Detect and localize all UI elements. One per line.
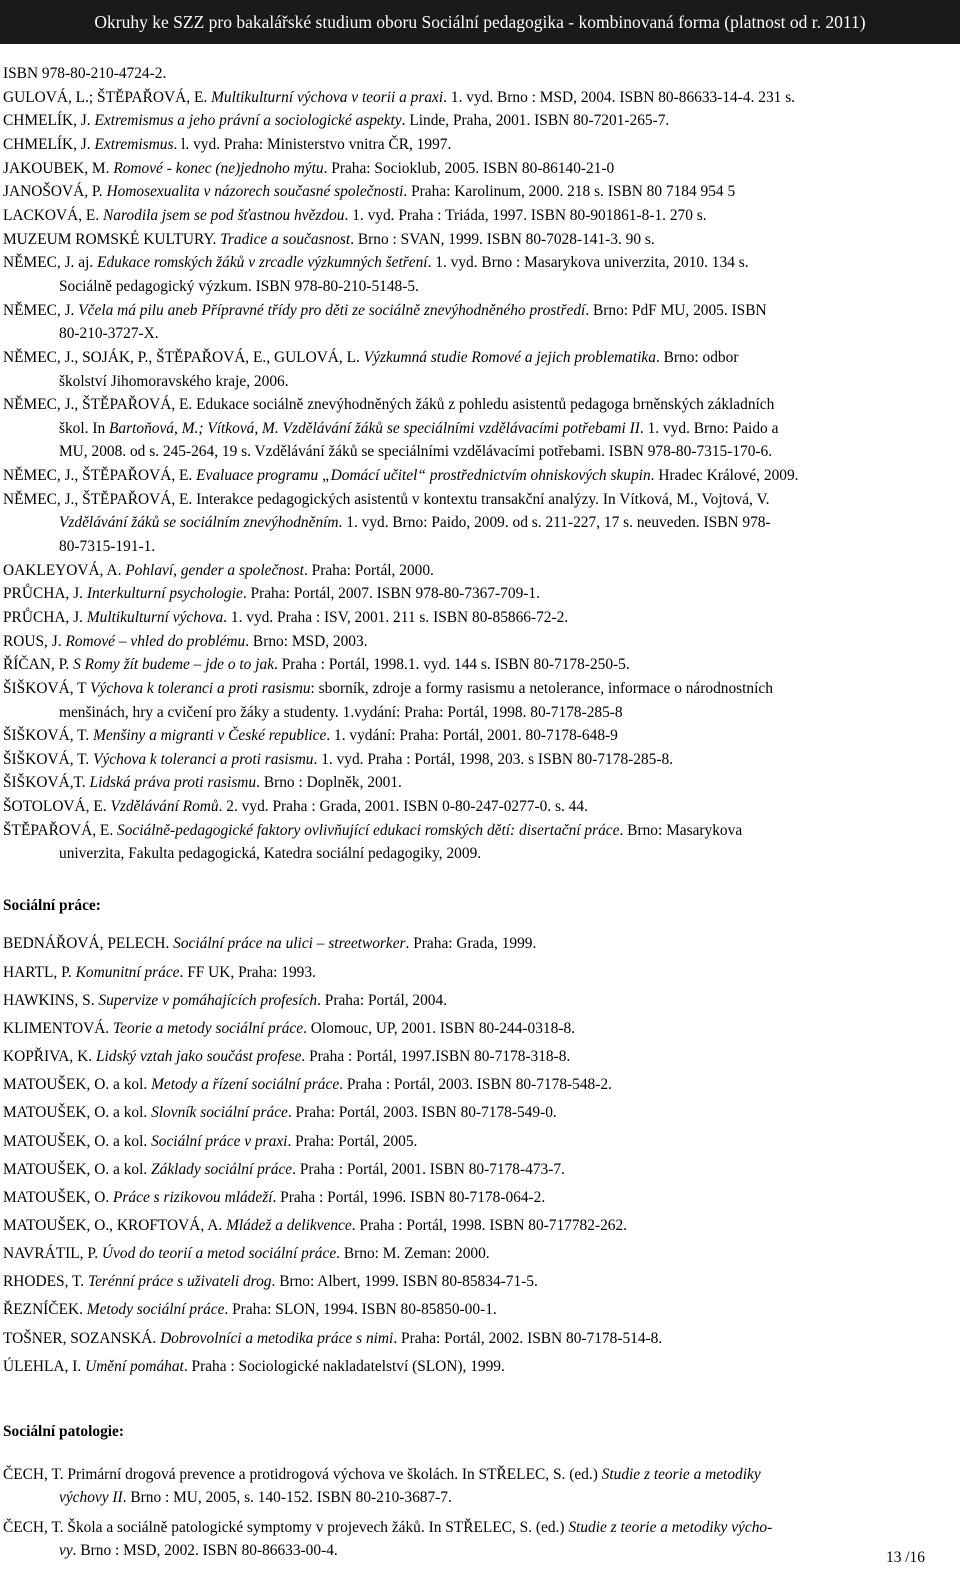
citation-text: . Praha : Portál, 1998.1. vyd. 144 s. ISBN 80-7178-250-5. <box>274 656 630 673</box>
citation-text: HARTL, P. <box>3 964 76 981</box>
citation-text: NĚMEC, J., SOJÁK, P., ŠTĚPAŘOVÁ, E., GULOVÁ, L. <box>3 349 364 366</box>
citation-text: 80-7315-191-1. <box>59 538 156 555</box>
citation-title: výchovy II <box>59 1489 123 1506</box>
bibliography-line <box>3 1329 953 1349</box>
citation-text: . Praha: Karolinum, 2000. 218 s. ISBN 80 7184 954 5 <box>403 183 736 200</box>
citation-text: NĚMEC, J. aj. <box>3 254 98 271</box>
bibliography-line <box>3 726 953 746</box>
citation-text: MATOUŠEK, O. a kol. <box>3 1161 152 1178</box>
bibliography-line <box>3 679 953 699</box>
citation-title: Slovník sociální práce <box>151 1104 288 1121</box>
bibliography-line <box>3 301 953 321</box>
citation-title: Vzdělávání Romů <box>110 798 219 815</box>
citation-text: MUZEUM ROMSKÉ KULTURY. <box>3 231 221 248</box>
citation-text: ŠIŠKOVÁ, T <box>3 680 91 697</box>
citation-title: Extremismus <box>94 136 174 153</box>
page-number: 13 /16 <box>886 1549 925 1566</box>
bibliography-line <box>3 1216 953 1236</box>
citation-title: Včela má pilu aneb Přípravné třídy pro děti ze sociálně znevýhodněného prostředí <box>78 302 586 319</box>
bibliography-line <box>3 182 953 202</box>
citation-text: MATOUŠEK, O. <box>3 1189 114 1206</box>
bibliography-line <box>59 324 953 344</box>
citation-text: ČECH, T. Škola a sociálně patologické symptomy v projevech žáků. In STŘELEC, S. (ed.) <box>3 1519 569 1536</box>
citation-title: Sociálně-pedagogické faktory ovlivňující edukaci romských dětí: disertační práce <box>117 822 620 839</box>
bibliography-line <box>3 584 953 604</box>
citation-text: . Praha: Portál, 2005. <box>287 1133 418 1150</box>
citation-text: PRŮCHA, J. <box>3 585 87 602</box>
bibliography-line <box>3 1465 953 1485</box>
citation-text: MU, 2008. od s. 245-264, 19 s. Vzdělávání žáků se speciálními vzdělávacími potřebami. ISBN 978-80-7315-170-6. <box>59 443 773 460</box>
citation-title: Výchova k toleranci a proti rasismu <box>93 751 314 768</box>
bibliography-line <box>59 1541 953 1561</box>
bibliography-line <box>3 797 953 817</box>
bibliography-line <box>3 206 953 226</box>
bibliography-line <box>3 159 953 179</box>
bibliography-line <box>59 513 953 533</box>
citation-text: ŘÍČAN, P. <box>3 656 74 673</box>
citation-text: Sociální práce: <box>3 897 101 914</box>
bibliography-line <box>59 419 953 439</box>
bibliography-line <box>3 655 953 675</box>
citation-text: . Praha : Portál, 1996. ISBN 80-7178-064-2. <box>272 1189 546 1206</box>
citation-text: . Brno: Albert, 1999. ISBN 80-85834-71-5. <box>271 1273 538 1290</box>
citation-title: Umění pomáhat <box>85 1358 184 1375</box>
citation-text: LACKOVÁ, E. <box>3 207 104 224</box>
bibliography-line <box>3 1160 953 1180</box>
bibliography-line <box>3 1300 953 1320</box>
citation-title: Vzdělávání žáků se sociálním znevýhodněním <box>59 514 339 531</box>
citation-text: . Praha: Portál, 2000. <box>303 562 434 579</box>
citation-text: ŠTĚPAŘOVÁ, E. <box>3 822 118 839</box>
bibliography-line <box>59 442 953 462</box>
citation-text: . Praha: Portál, 2007. ISBN 978-80-7367-709-1. <box>242 585 540 602</box>
bibliography-line <box>3 466 953 486</box>
bibliography-line <box>59 372 953 392</box>
citation-text: MATOUŠEK, O. a kol. <box>3 1133 152 1150</box>
citation-text: . Praha : Portál, 2003. ISBN 80-7178-548-2. <box>339 1076 612 1093</box>
citation-text: NĚMEC, J., ŠTĚPAŘOVÁ, E. Edukace sociálně znevýhodněných žáků z pohledu asistentů pedagoga brněnských základních <box>3 396 775 413</box>
citation-text: . Hradec Králové, 2009. <box>650 467 799 484</box>
bibliography-line <box>3 632 953 652</box>
citation-text: školství Jihomoravského kraje, 2006. <box>59 373 289 390</box>
citation-text: . Praha : Sociologické nakladatelství (SLON), 1999. <box>183 1358 505 1375</box>
bibliography-line <box>3 1047 953 1067</box>
citation-text: ŠIŠKOVÁ, T. <box>3 751 94 768</box>
citation-text: NĚMEC, J. <box>3 302 79 319</box>
citation-text: . Praha: Portál, 2004. <box>317 992 448 1009</box>
citation-text: . 1. vyd. Brno: Paido a <box>639 420 779 437</box>
bibliography-line <box>3 1132 953 1152</box>
bibliography-line <box>3 230 953 250</box>
citation-text: RHODES, T. <box>3 1273 88 1290</box>
citation-text: MATOUŠEK, O. a kol. <box>3 1104 152 1121</box>
citation-text: OAKLEYOVÁ, A. <box>3 562 126 579</box>
citation-text: . Praha : Portál, 2001. ISBN 80-7178-473-7. <box>292 1161 565 1178</box>
citation-text: . Praha : Portál, 1997.ISBN 80-7178-318-8. <box>301 1048 571 1065</box>
bibliography-line <box>3 1357 953 1377</box>
citation-text: . Olomouc, UP, 2001. ISBN 80-244-0318-8. <box>303 1020 575 1037</box>
citation-title: Evaluace programu „Domácí učitel“ prostřednictvím ohniskových skupin <box>196 467 651 484</box>
citation-text: . Praha: SLON, 1994. ISBN 80-85850-00-1. <box>224 1301 497 1318</box>
citation-text: . Brno: M. Zeman: 2000. <box>336 1245 490 1262</box>
citation-text: univerzita, Fakulta pedagogická, Katedra sociální pedagogiky, 2009. <box>59 845 482 862</box>
citation-text: . Linde, Praha, 2001. ISBN 80-7201-265-7. <box>401 112 670 129</box>
citation-text: KLIMENTOVÁ. <box>3 1020 114 1037</box>
citation-text: ŘEZNÍČEK. <box>3 1301 87 1318</box>
bibliography-line <box>59 703 953 723</box>
section-heading <box>3 896 953 916</box>
citation-title: Terénní práce s uživateli drog <box>87 1273 272 1290</box>
citation-text: : sborník, zdroje a formy rasismu a netolerance, informace o národnostních <box>310 680 773 697</box>
citation-title: Studie z teorie a metodiky výcho- <box>568 1519 773 1536</box>
citation-title: Dobrovolníci a metodika práce s nimi <box>160 1330 394 1347</box>
citation-title: Výchova k toleranci a proti rasismu <box>90 680 311 697</box>
citation-text: menšinách, hry a cvičení pro žáky a studenty. 1.vydání: Praha: Portál, 1998. 80-7178-285-8 <box>59 704 623 721</box>
citation-title: Sociální práce na ulici – streetworker <box>173 935 406 952</box>
citation-text: . 1. vyd. Brno: Paido, 2009. od s. 211-227, 17 s. neuveden. ISBN 978- <box>338 514 771 531</box>
citation-title: Multikulturní výchova <box>86 609 224 626</box>
bibliography-line <box>3 348 953 368</box>
bibliography-line <box>3 1272 953 1292</box>
citation-title: Komunitní práce <box>75 964 180 981</box>
citation-text: škol. In <box>59 420 110 437</box>
citation-title: Supervize v pomáhajících profesích <box>98 992 318 1009</box>
bibliography-line <box>3 1188 953 1208</box>
citation-text: . FF UK, Praha: 1993. <box>179 964 316 981</box>
bibliography-line <box>59 844 953 864</box>
citation-text: TOŠNER, SOZANSKÁ. <box>3 1330 161 1347</box>
bibliography-line <box>3 490 953 510</box>
citation-text: . Brno: Masarykova <box>619 822 743 839</box>
citation-title: Práce s rizikovou mládeží <box>113 1189 273 1206</box>
citation-title: S Romy žít budeme – jde o to jak <box>73 656 275 673</box>
citation-title: Menšiny a migranti v České republice <box>93 727 327 744</box>
citation-title: Homosexualita v názorech současné společnosti <box>106 183 404 200</box>
citation-text: . Praha: Portál, 2002. ISBN 80-7178-514-8. <box>393 1330 663 1347</box>
citation-text: JANOŠOVÁ, P. <box>3 183 107 200</box>
citation-title: Úvod do teorií a metod sociální práce <box>101 1245 337 1262</box>
citation-text: . Brno : SVAN, 1999. ISBN 80-7028-141-3. 90 s. <box>350 231 655 248</box>
citation-title: Teorie a metody sociální práce <box>113 1020 304 1037</box>
citation-title: Mládež a delikvence <box>226 1217 352 1234</box>
citation-title: Metody a řízení sociální práce <box>151 1076 340 1093</box>
citation-text: Sociálně pedagogický výzkum. ISBN 978-80-210-5148-5. <box>59 278 419 295</box>
bibliography-line <box>3 991 953 1011</box>
citation-text: MATOUŠEK, O., KROFTOVÁ, A. <box>3 1217 227 1234</box>
citation-text: ŠOTOLOVÁ, E. <box>3 798 111 815</box>
citation-text: HAWKINS, S. <box>3 992 99 1009</box>
bibliography-line <box>59 537 953 557</box>
citation-title: Lidská práva proti rasismu <box>89 774 257 791</box>
citation-text: . Praha: Portál, 2003. ISBN 80-7178-549-0. <box>287 1104 557 1121</box>
bibliography-line <box>3 750 953 770</box>
citation-text: NĚMEC, J., ŠTĚPAŘOVÁ, E. <box>3 467 197 484</box>
citation-title: Interkulturní psychologie <box>86 585 243 602</box>
bibliography-line <box>3 253 953 273</box>
citation-text: . Brno : MU, 2005, s. 140-152. ISBN 80-210-3687-7. <box>122 1489 452 1506</box>
bibliography-line <box>3 1518 953 1538</box>
bibliography-line <box>3 1019 953 1039</box>
bibliography-line <box>3 64 953 84</box>
section-heading <box>3 1422 953 1442</box>
citation-text: CHMELÍK, J. <box>3 136 95 153</box>
citation-text: . 1. vyd. Brno : Masarykova univerzita, 2010. 134 s. <box>427 254 749 271</box>
bibliography-line <box>3 1075 953 1095</box>
citation-text: BEDNÁŘOVÁ, PELECH. <box>3 935 174 952</box>
bibliography-line <box>59 1488 953 1508</box>
citation-title: Edukace romských žáků v zrcadle výzkumných šetření <box>97 254 428 271</box>
citation-title: Extremismus a jeho právní a sociologické aspekty <box>94 112 402 129</box>
citation-title: Romové - konec (ne)jednoho mýtu <box>113 160 324 177</box>
citation-text: 80-210-3727-X. <box>59 325 159 342</box>
bibliography-line <box>3 1244 953 1264</box>
citation-text: ČECH, T. Primární drogová prevence a protidrogová výchova ve školách. In STŘELEC, S. (ed.) <box>3 1466 602 1483</box>
bibliography-line <box>3 963 953 983</box>
citation-text: CHMELÍK, J. <box>3 112 95 129</box>
citation-text: KOPŘIVA, K. <box>3 1048 96 1065</box>
citation-text: . 1. vyd. Praha : ISV, 2001. 211 s. ISBN 80-85866-72-2. <box>223 609 569 626</box>
citation-title: Pohlaví, gender a společnost <box>125 562 304 579</box>
citation-title: Studie z teorie a metodiky <box>601 1466 761 1483</box>
citation-text: . l. vyd. Praha: Ministerstvo vnitra ČR, 1997. <box>173 136 452 153</box>
citation-text: . Brno: PdF MU, 2005. ISBN <box>585 302 767 319</box>
bibliography-line <box>3 395 953 415</box>
citation-title: Narodila jsem se pod šťastnou hvězdou <box>103 207 345 224</box>
citation-title: Lidský vztah jako součást profese <box>95 1048 302 1065</box>
citation-text: NAVRÁTIL, P. <box>3 1245 102 1262</box>
citation-text: NĚMEC, J., ŠTĚPAŘOVÁ, E. Interakce pedagogických asistentů v kontextu transakční analýzy. In Vítková, M., Vojtová, V. <box>3 491 770 508</box>
citation-text: . Praha: Socioklub, 2005. ISBN 80-86140-21-0 <box>323 160 615 177</box>
citation-text: GULOVÁ, L.; ŠTĚPAŘOVÁ, E. <box>3 89 212 106</box>
citation-title: Multikulturní výchova v teorii a praxi <box>211 89 444 106</box>
citation-text: Sociální patologie: <box>3 1423 124 1440</box>
citation-text: . Praha : Portál, 1998. ISBN 80-717782-262. <box>351 1217 628 1234</box>
citation-text: JAKOUBEK, M. <box>3 160 114 177</box>
bibliography-line <box>3 135 953 155</box>
citation-text: . Brno: MSD, 2003. <box>245 633 368 650</box>
bibliography-line <box>3 821 953 841</box>
citation-text: . Brno: odbor <box>655 349 739 366</box>
citation-text: . Brno : MSD, 2002. ISBN 80-86633-00-4. <box>72 1542 338 1559</box>
bibliography-line <box>3 561 953 581</box>
citation-title: Základy sociální práce <box>151 1161 293 1178</box>
citation-text: . Praha: Grada, 1999. <box>405 935 537 952</box>
citation-title: Výzkumná studie Romové a jejich problematika <box>363 349 656 366</box>
bibliography-line <box>3 111 953 131</box>
document-header: Okruhy ke SZZ pro bakalářské studium oboru Sociální pedagogika - kombinovaná forma (platnost od r. 2011) <box>0 0 960 44</box>
citation-title: Bartoňová, M.; Vítková, M. Vzdělávání žáků se speciálními vzdělávacími potřebami II <box>109 420 640 437</box>
bibliography-line <box>59 277 953 297</box>
citation-text: ŠIŠKOVÁ, T. <box>3 727 94 744</box>
bibliography-line <box>3 88 953 108</box>
citation-text: . Brno : Doplněk, 2001. <box>256 774 402 791</box>
bibliography-line <box>3 773 953 793</box>
citation-text: ŠIŠKOVÁ,T. <box>3 774 90 791</box>
citation-text: . 1. vydání: Praha: Portál, 2001. 80-7178-648-9 <box>326 727 618 744</box>
citation-text: . 1. vyd. Praha : Portál, 1998, 203. s ISBN 80-7178-285-8. <box>313 751 674 768</box>
citation-text: ÚLEHLA, I. <box>3 1358 86 1375</box>
bibliography-line <box>3 608 953 628</box>
citation-title: Romové – vhled do problému <box>65 633 246 650</box>
citation-title: Metody sociální práce <box>86 1301 225 1318</box>
bibliography-line <box>3 1103 953 1123</box>
citation-text: . 1. vyd. Praha : Triáda, 1997. ISBN 80-901861-8-1. 270 s. <box>344 207 707 224</box>
citation-text: . 1. vyd. Brno : MSD, 2004. ISBN 80-86633-14-4. 231 s. <box>443 89 796 106</box>
citation-title: vy <box>59 1542 73 1559</box>
citation-title: Sociální práce v praxi <box>151 1133 288 1150</box>
bibliography-line <box>3 934 953 954</box>
citation-text: ISBN 978-80-210-4724-2. <box>3 65 167 82</box>
citation-text: . 2. vyd. Praha : Grada, 2001. ISBN 0-80-247-0277-0. s. 44. <box>218 798 588 815</box>
citation-text: PRŮCHA, J. <box>3 609 87 626</box>
citation-text: ROUS, J. <box>3 633 66 650</box>
citation-title: Tradice a současnost <box>220 231 351 248</box>
citation-text: MATOUŠEK, O. a kol. <box>3 1076 152 1093</box>
